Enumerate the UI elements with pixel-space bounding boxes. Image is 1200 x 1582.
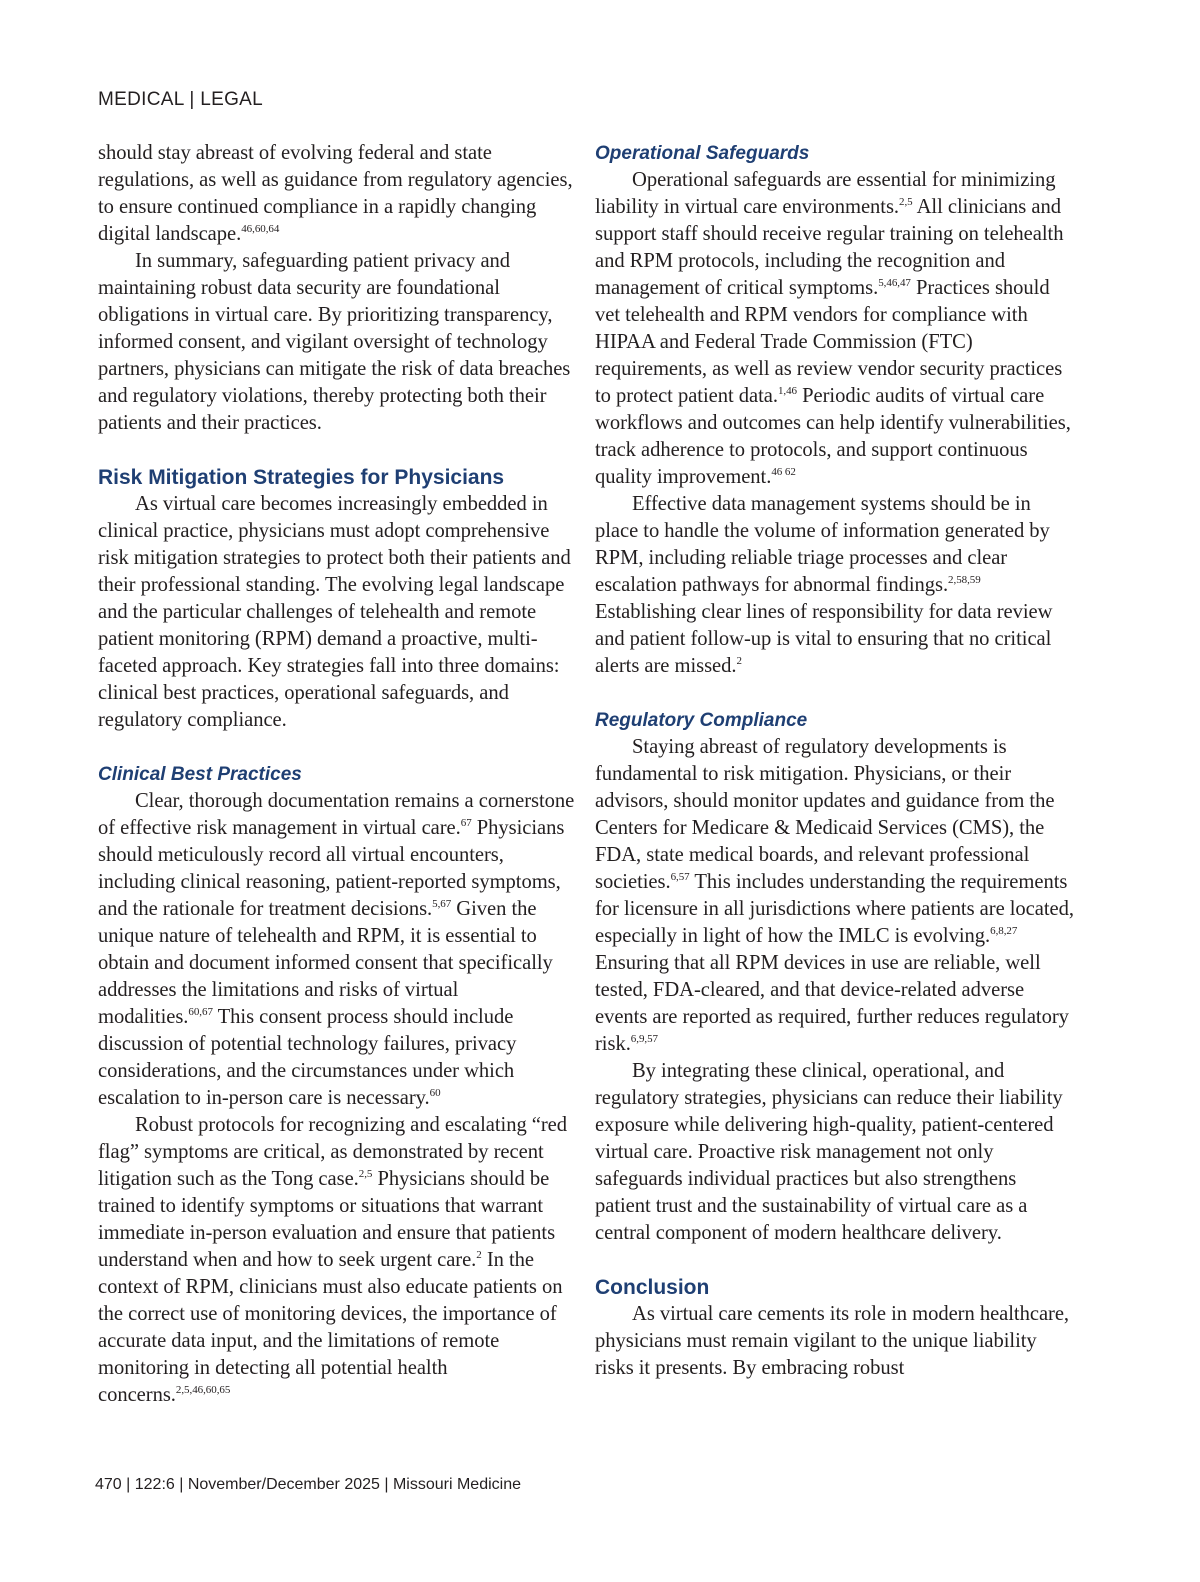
section-label: MEDICAL | LEGAL — [98, 89, 264, 110]
paragraph-red-flag-protocols: Robust protocols for recognizing and escalating “red flag” symptoms are critical, as demonstrated by recent litigation such as the Tong case.$^{2,5}$ Physicians should be trained to identify symptoms or situations that warrant immediate in-person evaluation and ensure that patients understand when and how to seek urgent care.$^2$ In the context of RPM, clinicians must also educate patients on the correct use of monitoring devices, the importance of accurate data input, and the limitations of remote monitoring in detecting all potential health concerns.$^{2,5,46,60,65}$ — [98, 1114, 568, 1406]
citation: 46 62 — [771, 466, 796, 478]
citation: 1,46 — [777, 385, 797, 397]
citation: 2,58,59 — [948, 574, 981, 586]
heading-risk-mitigation: Risk Mitigation Strategies for Physicians — [98, 466, 505, 489]
paragraph-risk-intro: As virtual care becomes increasingly embedded in clinical practice, physicians must adopt comprehensive risk mitigation strategies to protect both their patients and their professional standing. The evolving legal landscape and the particular challenges of telehealth and remote patient monitoring (RPM) demand a proactive, multi-faceted approach. Key strategies fall into three domains: clinical best practices, operational safeguards, and regulatory compliance. — [98, 493, 571, 731]
right-column — [595, 140, 1075, 1382]
citation: 60 — [429, 1087, 441, 1099]
subheading-clinical-best-practices: Clinical Best Practices — [98, 764, 302, 785]
citation: 6,57 — [670, 871, 690, 883]
left-column — [98, 140, 578, 1409]
paragraph-privacy-summary: In summary, safeguarding patient privacy and maintaining robust data security are foundational obligations in virtual care. By prioritizing transparency, informed consent, and vigilant oversight of technology partners, physicians can mitigate the risk of data breaches and regulatory violations, thereby protecting both their patients and their practices. — [98, 250, 571, 434]
paragraph-integration: By integrating these clinical, operational, and regulatory strategies, physicians can reduce their liability exposure while delivering high-quality, patient-centered virtual care. Proactive risk management not only safeguards individual practices but also strengthens patient trust and the sustainability of virtual care as a central component of modern healthcare delivery. — [595, 1060, 1063, 1244]
citation: 6,9,57 — [630, 1033, 658, 1045]
citation: 2,5,46,60,65 — [175, 1384, 231, 1396]
paragraph-data-management: Effective data management systems should be in place to handle the volume of information generated by RPM, including reliable triage processes and clear escalation pathways for abnormal findings.$^{2,58,59}$ Establishing clear lines of responsibility for data review and patient follow-up is vital to ensuring that no critical alerts are missed.$^2$ — [595, 493, 1053, 677]
page-footer: 470 | 122:6 | November/December 2025 | Missouri Medicine — [95, 1476, 522, 1493]
citation: 60,67 — [188, 1006, 213, 1018]
paragraph-regulatory: Staying abreast of regulatory developments is fundamental to risk mitigation. Physicians, or their advisors, should monitor updates and guidance from the Centers for Medicare & Medicaid Services (CMS), the FDA, state medical boards, and relevant professional societies.$^{6,57}$ This includes understanding the requirements for licensure in all jurisdictions where patients are located, especially in light of how the IMLC is evolving.$^{6,8,27}$ Ensuring that all RPM devices in use are reliable, well tested, FDA-cleared, and that device-related adverse events are reported as required, further reduces regulatory risk.$^{6,9,57}$ — [595, 736, 1074, 1055]
paragraph-conclusion: As virtual care cements its role in modern healthcare, physicians must remain vigilant to the unique liability risks it presents. By embracing robust — [595, 1303, 1070, 1379]
citation: 5,46,47 — [878, 277, 911, 289]
paragraph-privacy-continued: should stay abreast of evolving federal and state regulations, as well as guidance from regulatory agencies, to ensure continued compliance in a rapidly changing digital landscape.$^{46,60,64}$ — [98, 142, 573, 245]
citation: 2,5 — [358, 1168, 373, 1180]
subheading-operational-safeguards: Operational Safeguards — [595, 143, 810, 164]
citation: 67 — [460, 817, 472, 829]
paragraph-documentation: Clear, thorough documentation remains a cornerstone of effective risk management in virtual care.$^{67}$ Physicians should meticulously record all virtual encounters, including clinical reasoning, patient-reported symptoms, and the rationale for treatment decisions.$^{5,67}$ Given the unique nature of telehealth and RPM, it is essential to obtain and document informed consent that specifically addresses the limitations and risks of virtual modalities.$^{60,67}$ This consent process should include discussion of potential technology failures, privacy considerations, and the circumstances under which escalation to in-person care is necessary.$^{60}$ — [98, 790, 575, 1109]
citation: 2 — [476, 1249, 482, 1261]
paragraph-operational: Operational safeguards are essential for minimizing liability in virtual care environments.$^{2,5}$ All clinicians and support staff should receive regular training on telehealth and RPM protocols, including the recognition and management of critical symptoms.$^{5,46,47}$ Practices should vet telehealth and RPM vendors for compliance with HIPAA and Federal Trade Commission (FTC) requirements, as well as review vendor security practices to protect patient data.$^{1,46}$ Periodic audits of virtual care workflows and outcomes can help identify vulnerabilities, track adherence to protocols, and support continuous quality improvement.$^{46 62}$ — [595, 169, 1071, 488]
citation: 2 — [736, 655, 742, 667]
citation: 6,8,27 — [990, 925, 1018, 937]
citation: 5,67 — [432, 898, 452, 910]
citation: 46,60,64 — [241, 223, 280, 235]
heading-conclusion: Conclusion — [595, 1276, 710, 1299]
citation: 2,5 — [899, 196, 913, 208]
subheading-regulatory-compliance: Regulatory Compliance — [595, 710, 808, 731]
